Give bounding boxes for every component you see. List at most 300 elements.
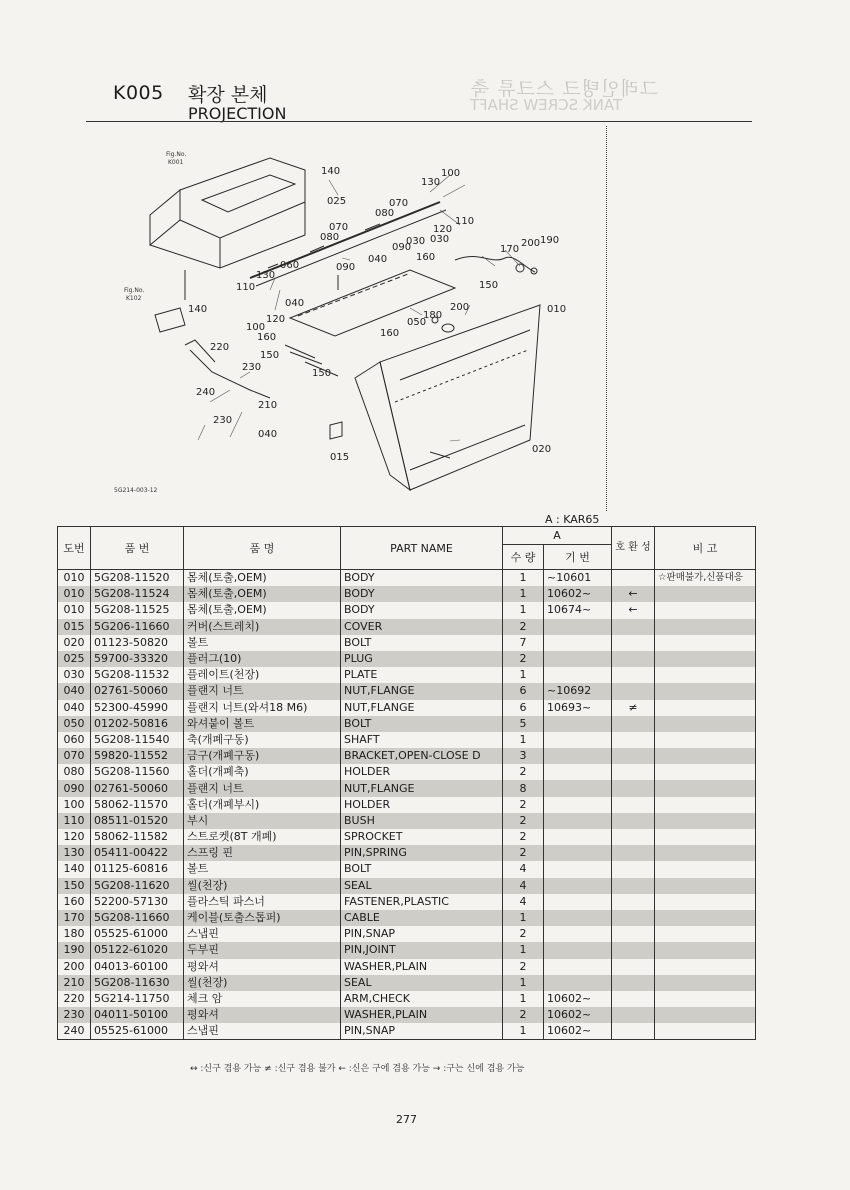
table-row <box>58 619 756 635</box>
row-remarks <box>655 619 756 635</box>
row-name-en: WASHER,PLAIN <box>341 959 503 975</box>
row-name-ko: 씰(천장) <box>184 878 341 894</box>
row-no: 070 <box>58 748 91 764</box>
row-part-no: 08511-01520 <box>91 813 184 829</box>
callout-label: 025 <box>327 196 347 207</box>
row-compat: ≠ <box>612 700 655 716</box>
row-part-no: 5G208-11525 <box>91 602 184 618</box>
callout-label: 120 <box>433 224 453 235</box>
row-name-ko: 플레이트(천장) <box>184 667 341 683</box>
callout-label: 040 <box>368 254 388 265</box>
callout-label: 130 <box>421 177 441 188</box>
row-part-no: 04013-60100 <box>91 959 184 975</box>
row-name-ko: 몸체(토출,OEM) <box>184 586 341 602</box>
row-part-no: 02761-50060 <box>91 683 184 699</box>
row-name-ko: 씰(천장) <box>184 975 341 991</box>
row-remarks <box>655 1007 756 1023</box>
row-remarks <box>655 780 756 796</box>
row-name-ko: 플랜지 너트 <box>184 683 341 699</box>
row-no: 030 <box>58 667 91 683</box>
row-name-en: FASTENER,PLASTIC <box>341 894 503 910</box>
col-compat: 호 환 성 <box>612 527 655 570</box>
row-serial <box>544 667 612 683</box>
callout-label: 130 <box>256 270 276 281</box>
callout-label: 220 <box>210 342 230 353</box>
col-remarks: 비 고 <box>655 527 756 570</box>
row-compat <box>612 1023 655 1040</box>
row-serial <box>544 764 612 780</box>
row-remarks <box>655 716 756 732</box>
callout-label: 180 <box>423 310 443 321</box>
table-row <box>58 586 756 602</box>
row-no: 180 <box>58 926 91 942</box>
row-qty: 4 <box>503 861 544 877</box>
table-row <box>58 942 756 958</box>
row-no: 020 <box>58 635 91 651</box>
row-no: 210 <box>58 975 91 991</box>
row-serial: 10602~ <box>544 1023 612 1040</box>
row-name-ko: 평와셔 <box>184 959 341 975</box>
row-name-ko: 플랜지 너트 <box>184 780 341 796</box>
row-serial <box>544 910 612 926</box>
row-remarks <box>655 797 756 813</box>
row-no: 025 <box>58 651 91 667</box>
row-compat <box>612 716 655 732</box>
callout-label: 230 <box>242 362 262 373</box>
row-name-en: BOLT <box>341 861 503 877</box>
row-qty: 5 <box>503 716 544 732</box>
callout-label: 150 <box>312 368 332 379</box>
table-row <box>58 732 756 748</box>
row-name-ko: 홀더(개폐축) <box>184 764 341 780</box>
callout-label: 240 <box>196 387 216 398</box>
row-compat <box>612 894 655 910</box>
row-name-ko: 축(개폐구동) <box>184 732 341 748</box>
row-no: 170 <box>58 910 91 926</box>
row-name-en: NUT,FLANGE <box>341 700 503 716</box>
row-serial <box>544 894 612 910</box>
callout-label: 140 <box>188 304 208 315</box>
row-name-ko: 두부핀 <box>184 942 341 958</box>
row-serial <box>544 975 612 991</box>
row-part-no: 5G208-11524 <box>91 586 184 602</box>
row-part-no: 5G208-11660 <box>91 910 184 926</box>
row-serial: 10602~ <box>544 1007 612 1023</box>
row-name-en: BODY <box>341 570 503 587</box>
row-remarks <box>655 651 756 667</box>
row-name-en: PIN,SNAP <box>341 926 503 942</box>
row-name-ko: 금구(개폐구동) <box>184 748 341 764</box>
row-part-no: 05411-00422 <box>91 845 184 861</box>
callout-label: 040 <box>258 429 278 440</box>
row-serial <box>544 861 612 877</box>
row-no: 120 <box>58 829 91 845</box>
table-row <box>58 570 756 587</box>
row-remarks <box>655 845 756 861</box>
callout-label: 150 <box>260 350 280 361</box>
row-compat <box>612 910 655 926</box>
callout-label: 140 <box>321 166 341 177</box>
row-compat <box>612 878 655 894</box>
callout-label: 040 <box>285 298 305 309</box>
table-row <box>58 667 756 683</box>
row-serial <box>544 748 612 764</box>
page-number: 277 <box>396 1113 417 1126</box>
row-compat <box>612 780 655 796</box>
row-qty: 6 <box>503 683 544 699</box>
section-title-ko: 확장 본체 <box>188 84 268 106</box>
drawing-number: 5G214-003-12 <box>114 487 158 494</box>
row-part-no: 5G208-11520 <box>91 570 184 587</box>
table-row <box>58 894 756 910</box>
row-qty: 2 <box>503 813 544 829</box>
row-no: 050 <box>58 716 91 732</box>
row-name-en: HOLDER <box>341 764 503 780</box>
row-part-no: 52200-57130 <box>91 894 184 910</box>
row-qty: 1 <box>503 586 544 602</box>
row-name-ko: 홀더(개폐부시) <box>184 797 341 813</box>
row-compat <box>612 861 655 877</box>
callout-label: 070 <box>329 222 349 233</box>
row-no: 110 <box>58 813 91 829</box>
row-name-en: BUSH <box>341 813 503 829</box>
callout-label: 090 <box>336 262 356 273</box>
row-no: 200 <box>58 959 91 975</box>
row-part-no: 04011-50100 <box>91 1007 184 1023</box>
table-row <box>58 991 756 1007</box>
row-part-no: 5G208-11540 <box>91 732 184 748</box>
row-remarks <box>655 635 756 651</box>
col-group-a: A <box>503 527 612 545</box>
table-row <box>58 700 756 716</box>
col-no: 도번 <box>58 527 91 570</box>
row-serial <box>544 845 612 861</box>
row-serial: 10674~ <box>544 602 612 618</box>
callout-label: 080 <box>375 208 395 219</box>
row-name-ko: 케이블(토출스톱퍼) <box>184 910 341 926</box>
row-part-no: 5G208-11620 <box>91 878 184 894</box>
callout-label: 160 <box>257 332 277 343</box>
row-remarks <box>655 829 756 845</box>
fig-ref-2: K102 <box>126 295 142 302</box>
row-compat <box>612 570 655 587</box>
row-qty: 2 <box>503 797 544 813</box>
row-compat <box>612 651 655 667</box>
row-part-no: 05525-61000 <box>91 1023 184 1040</box>
row-name-ko: 스프링 핀 <box>184 845 341 861</box>
row-qty: 2 <box>503 651 544 667</box>
row-qty: 2 <box>503 764 544 780</box>
row-qty: 1 <box>503 910 544 926</box>
row-compat <box>612 975 655 991</box>
row-remarks <box>655 910 756 926</box>
callout-label: 100 <box>246 322 266 333</box>
row-name-ko: 커버(스트레치) <box>184 619 341 635</box>
compatibility-legend: ↔ :신구 겸용 가능 ≠ :신구 겸용 불가 ← :신은 구에 겸용 가능 → :구는 신에 겸용 가능 <box>190 1064 525 1074</box>
callout-label: 160 <box>380 328 400 339</box>
row-remarks <box>655 975 756 991</box>
row-name-en: SPROCKET <box>341 829 503 845</box>
row-serial <box>544 829 612 845</box>
row-no: 100 <box>58 797 91 813</box>
row-part-no: 01123-50820 <box>91 635 184 651</box>
row-remarks <box>655 764 756 780</box>
row-no: 130 <box>58 845 91 861</box>
row-part-no: 05525-61000 <box>91 926 184 942</box>
header-rule <box>86 121 752 122</box>
row-qty: 1 <box>503 667 544 683</box>
row-remarks <box>655 926 756 942</box>
row-remarks <box>655 959 756 975</box>
callout-label: 200 <box>521 238 541 249</box>
row-no: 080 <box>58 764 91 780</box>
row-name-en: NUT,FLANGE <box>341 780 503 796</box>
row-compat: ← <box>612 586 655 602</box>
row-remarks <box>655 602 756 618</box>
row-qty: 3 <box>503 748 544 764</box>
bleed-through-title: 그레인탱크 스크류 축 <box>470 78 659 100</box>
row-qty: 2 <box>503 845 544 861</box>
exploded-parts-diagram <box>110 140 610 510</box>
row-serial <box>544 716 612 732</box>
model-label: A : KAR65 <box>545 513 600 526</box>
row-qty: 4 <box>503 878 544 894</box>
table-row <box>58 1007 756 1023</box>
row-no: 140 <box>58 861 91 877</box>
row-name-en: PIN,JOINT <box>341 942 503 958</box>
row-part-no: 52300-45990 <box>91 700 184 716</box>
row-part-no: 58062-11570 <box>91 797 184 813</box>
row-remarks <box>655 667 756 683</box>
callout-label: 015 <box>330 452 350 463</box>
fig-ref-1: K001 <box>168 159 184 166</box>
fig-label-1: Fig.No. <box>166 151 187 158</box>
row-qty: 6 <box>503 700 544 716</box>
row-name-ko: 스냅핀 <box>184 926 341 942</box>
section-title-en: PROJECTION <box>188 104 287 123</box>
callout-label: 080 <box>320 232 340 243</box>
row-remarks <box>655 748 756 764</box>
table-row <box>58 748 756 764</box>
row-no: 190 <box>58 942 91 958</box>
row-serial: ~10692 <box>544 683 612 699</box>
row-compat <box>612 991 655 1007</box>
row-name-en: WASHER,PLAIN <box>341 1007 503 1023</box>
row-part-no: 59820-11552 <box>91 748 184 764</box>
row-qty: 1 <box>503 1023 544 1040</box>
row-compat <box>612 764 655 780</box>
table-row <box>58 651 756 667</box>
row-serial <box>544 732 612 748</box>
row-name-en: SEAL <box>341 975 503 991</box>
row-compat <box>612 732 655 748</box>
row-remarks <box>655 991 756 1007</box>
row-name-en: BODY <box>341 586 503 602</box>
table-row <box>58 764 756 780</box>
row-no: 230 <box>58 1007 91 1023</box>
fig-label-2: Fig.No. <box>124 287 145 294</box>
table-row <box>58 959 756 975</box>
row-qty: 1 <box>503 942 544 958</box>
row-part-no: 5G208-11532 <box>91 667 184 683</box>
row-no: 240 <box>58 1023 91 1040</box>
table-row <box>58 602 756 618</box>
row-compat <box>612 926 655 942</box>
callout-label: 160 <box>416 252 436 263</box>
row-compat <box>612 959 655 975</box>
col-part-no: 품 번 <box>91 527 184 570</box>
table-row <box>58 1023 756 1040</box>
row-serial: 10602~ <box>544 991 612 1007</box>
row-name-ko: 와셔붙이 볼트 <box>184 716 341 732</box>
row-serial <box>544 878 612 894</box>
row-qty: 1 <box>503 570 544 587</box>
row-serial <box>544 797 612 813</box>
row-remarks <box>655 861 756 877</box>
row-name-ko: 체크 암 <box>184 991 341 1007</box>
row-name-en: SEAL <box>341 878 503 894</box>
row-qty: 1 <box>503 975 544 991</box>
col-serial: 기 번 <box>544 545 612 570</box>
table-row <box>58 845 756 861</box>
row-no: 090 <box>58 780 91 796</box>
table-row <box>58 813 756 829</box>
row-serial <box>544 651 612 667</box>
row-part-no: 05122-61020 <box>91 942 184 958</box>
row-serial: ~10601 <box>544 570 612 587</box>
col-qty: 수 량 <box>503 545 544 570</box>
row-name-en: COVER <box>341 619 503 635</box>
row-qty: 2 <box>503 829 544 845</box>
row-compat <box>612 619 655 635</box>
row-no: 010 <box>58 602 91 618</box>
row-remarks <box>655 1023 756 1040</box>
row-remarks <box>655 586 756 602</box>
row-part-no: 58062-11582 <box>91 829 184 845</box>
row-name-en: PLUG <box>341 651 503 667</box>
row-qty: 1 <box>503 602 544 618</box>
row-part-no: 5G214-11750 <box>91 991 184 1007</box>
callout-label: 200 <box>450 302 470 313</box>
callout-label: 210 <box>258 400 278 411</box>
callout-label: 030 <box>406 236 426 247</box>
row-name-en: PIN,SNAP <box>341 1023 503 1040</box>
row-qty: 1 <box>503 732 544 748</box>
callout-label: 100 <box>441 168 461 179</box>
table-row <box>58 829 756 845</box>
row-compat <box>612 829 655 845</box>
row-qty: 8 <box>503 780 544 796</box>
row-no: 015 <box>58 619 91 635</box>
row-remarks <box>655 894 756 910</box>
callout-label: 230 <box>213 415 233 426</box>
section-code: K005 <box>113 82 164 104</box>
callout-label: 110 <box>455 216 475 227</box>
callout-label: 170 <box>500 244 520 255</box>
row-no: 010 <box>58 586 91 602</box>
row-name-en: PIN,SPRING <box>341 845 503 861</box>
table-row <box>58 797 756 813</box>
row-qty: 2 <box>503 959 544 975</box>
row-no: 040 <box>58 700 91 716</box>
row-remarks <box>655 878 756 894</box>
row-qty: 4 <box>503 894 544 910</box>
row-name-ko: 볼트 <box>184 861 341 877</box>
row-compat <box>612 942 655 958</box>
row-compat <box>612 635 655 651</box>
row-name-en: BOLT <box>341 716 503 732</box>
callout-label: 010 <box>547 304 567 315</box>
row-name-ko: 플러그(10) <box>184 651 341 667</box>
col-name-ko: 품 명 <box>184 527 341 570</box>
bleed-through-subtitle: TANK SCREW SHAFT <box>470 96 623 114</box>
row-name-en: HOLDER <box>341 797 503 813</box>
row-remarks: ☆판매불가,신품대응 <box>655 570 756 587</box>
row-no: 220 <box>58 991 91 1007</box>
callout-label: 060 <box>280 260 300 271</box>
row-name-en: BRACKET,OPEN-CLOSE D <box>341 748 503 764</box>
row-name-en: BOLT <box>341 635 503 651</box>
row-qty: 2 <box>503 1007 544 1023</box>
row-name-en: NUT,FLANGE <box>341 683 503 699</box>
table-row <box>58 683 756 699</box>
row-part-no: 01202-50816 <box>91 716 184 732</box>
row-name-ko: 부시 <box>184 813 341 829</box>
row-no: 160 <box>58 894 91 910</box>
row-part-no: 5G208-11630 <box>91 975 184 991</box>
row-remarks <box>655 700 756 716</box>
row-name-ko: 플랜지 너트(와셔18 M6) <box>184 700 341 716</box>
row-name-ko: 스냅핀 <box>184 1023 341 1040</box>
row-part-no: 01125-60816 <box>91 861 184 877</box>
row-qty: 7 <box>503 635 544 651</box>
row-name-ko: 플라스틱 파스너 <box>184 894 341 910</box>
row-compat <box>612 683 655 699</box>
row-serial <box>544 926 612 942</box>
row-compat: ← <box>612 602 655 618</box>
row-name-ko: 볼트 <box>184 635 341 651</box>
row-remarks <box>655 683 756 699</box>
row-serial <box>544 813 612 829</box>
row-serial <box>544 780 612 796</box>
row-serial <box>544 635 612 651</box>
row-name-en: SHAFT <box>341 732 503 748</box>
callout-label: 070 <box>389 198 409 209</box>
row-name-ko: 몸체(토출,OEM) <box>184 570 341 587</box>
parts-table <box>57 526 756 1040</box>
callout-label: 120 <box>266 314 286 325</box>
row-qty: 2 <box>503 619 544 635</box>
row-compat <box>612 845 655 861</box>
row-remarks <box>655 732 756 748</box>
table-row <box>58 861 756 877</box>
row-no: 150 <box>58 878 91 894</box>
table-row <box>58 975 756 991</box>
col-name-en: PART NAME <box>341 527 503 570</box>
row-remarks <box>655 813 756 829</box>
row-qty: 2 <box>503 926 544 942</box>
row-no: 060 <box>58 732 91 748</box>
row-part-no: 59700-33320 <box>91 651 184 667</box>
callout-label: 020 <box>532 444 552 455</box>
row-no: 040 <box>58 683 91 699</box>
row-compat <box>612 813 655 829</box>
table-row <box>58 780 756 796</box>
callout-label: 110 <box>236 282 256 293</box>
row-serial: 10693~ <box>544 700 612 716</box>
row-compat <box>612 667 655 683</box>
row-name-ko: 평와셔 <box>184 1007 341 1023</box>
